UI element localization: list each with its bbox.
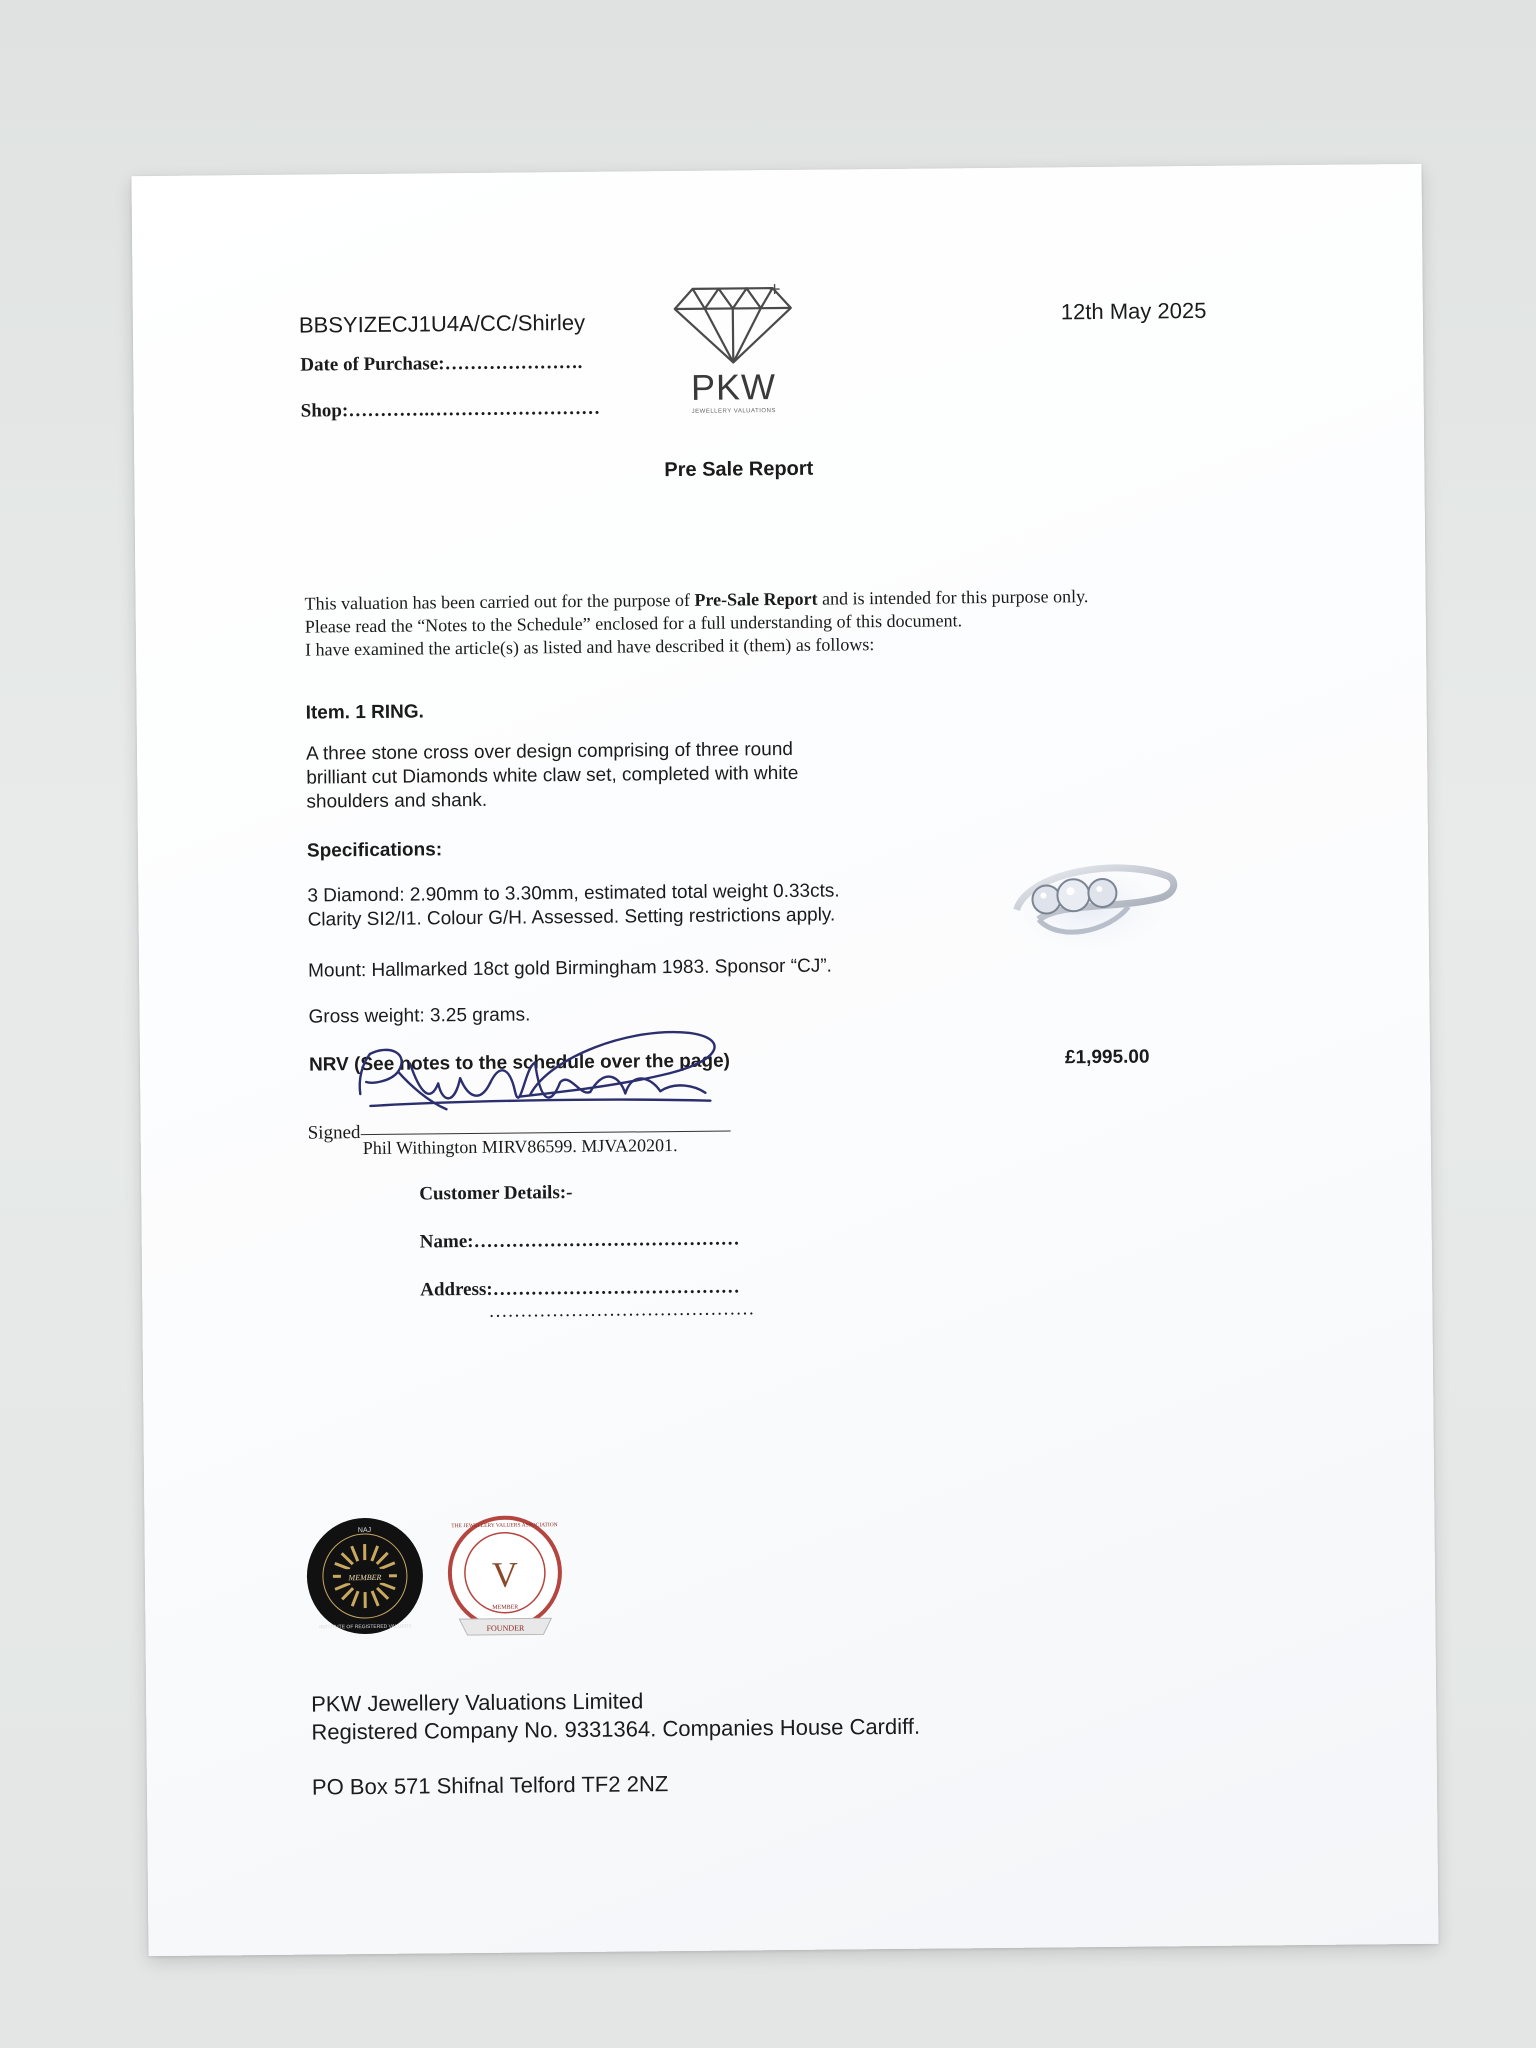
mount-text: Mount: Hallmarked 18ct gold Birmingham 1983. Sponsor “CJ”. <box>308 955 832 982</box>
jva-founder-text: FOUNDER <box>486 1623 525 1633</box>
customer-address-field: Address:………………………………… <box>420 1276 740 1301</box>
specifications-heading: Specifications: <box>306 839 443 862</box>
signer-name: Phil Withington MIRV86599. MJVA20201. <box>362 1135 678 1159</box>
handwritten-signature <box>350 1020 751 1139</box>
item-heading: Item. 1 RING. <box>305 701 424 724</box>
naj-ring-text: INSTITUTE OF REGISTERED VALUERS <box>319 1623 412 1631</box>
ring-photo <box>998 846 1189 958</box>
intro-line-3: I have examined the article(s) as listed and have described it (them) as follows: <box>304 634 875 660</box>
intro-line-1: This valuation has been carried out for the purpose of Pre-Sale Report and is intended for this purpose only. <box>304 586 1089 614</box>
jva-founder-badge <box>444 1514 565 1640</box>
jva-ring-text: THE JEWELLERY VALUERS ASSOCIATION <box>451 1522 558 1530</box>
intro-line-2: Please read the “Notes to the Schedule” enclosed for a full understanding of this document. <box>304 610 963 637</box>
company-registration: Registered Company No. 9331364. Companies House Cardiff. <box>311 1713 921 1745</box>
logo-subtitle: JEWELLERY VALUATIONS <box>691 408 776 415</box>
specifications-text: 3 Diamond: 2.90mm to 3.30mm, estimated total weight 0.33cts. Clarity SI2/I1. Colour G/H. Assessed. Setting restrictions apply. <box>307 880 840 931</box>
jva-small-text: MEMBER <box>492 1604 519 1611</box>
intro-paragraph <box>304 585 1088 662</box>
company-name: PKW Jewellery Valuations Limited <box>311 1688 644 1717</box>
reference-number: BBSYIZECJ1U4A/CC/Shirley <box>298 309 586 338</box>
customer-details-heading: Customer Details:- <box>419 1182 573 1205</box>
jva-letter: V <box>491 1554 519 1595</box>
company-address: PO Box 571 Shifnal Telford TF2 2NZ <box>311 1771 669 1800</box>
naj-member-badge <box>304 1515 425 1636</box>
diamond-icon <box>671 282 796 365</box>
customer-address-line-2: …………………………………… <box>488 1298 755 1322</box>
date-of-purchase-field: Date of Purchase:…………………. <box>300 351 583 376</box>
gross-weight-text: Gross weight: 3.25 grams. <box>308 1004 531 1028</box>
shop-field: Shop:………….……………………… <box>300 397 601 422</box>
item-description: A three stone cross over design comprising of three round brilliant cut Diamonds white claw set, completed with white shoulders and shank. <box>305 738 799 813</box>
company-info <box>311 1685 920 1747</box>
report-title: Pre Sale Report <box>664 457 814 482</box>
naj-member-text: MEMBER <box>348 1572 382 1583</box>
report-date: 12th May 2025 <box>1060 297 1207 325</box>
valuation-document <box>131 164 1438 1956</box>
nrv-label: NRV (See notes to the schedule over the page) <box>308 1050 731 1076</box>
nrv-value: £1,995.00 <box>1064 1046 1150 1069</box>
customer-name-field: Name:…………………………………… <box>419 1228 740 1253</box>
logo-brand: PKW <box>690 366 777 408</box>
pkw-logo <box>668 282 799 415</box>
naj-top-text: NAJ <box>357 1526 372 1535</box>
signed-label: Signed <box>307 1122 361 1144</box>
